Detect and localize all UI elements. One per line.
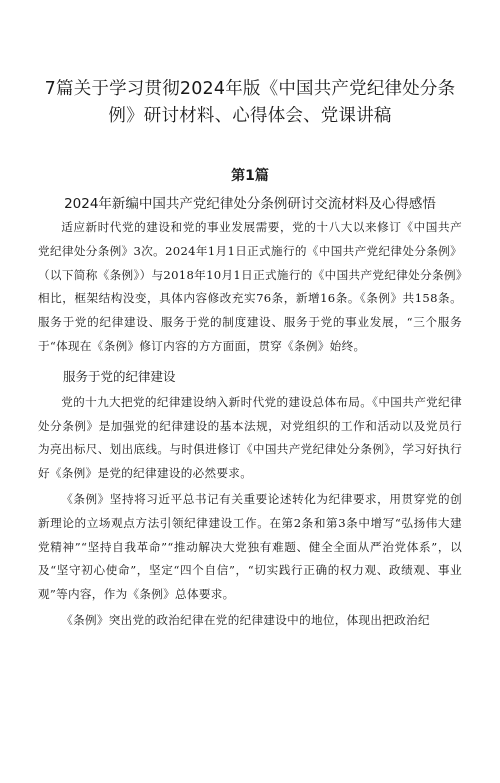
section-number: 第1篇 [231, 168, 269, 184]
section-title: 2024年新编中国共产党纪律处分条例研讨交流材料及心得感悟 [64, 196, 436, 212]
document-page [0, 76, 500, 783]
body-paragraph: 适应新时代党的建设和党的事业发展需要，党的十八大以来修订《中国共产党纪律处分条例》3次。2024年1月1日正式施行的《中国共产党纪律处分条例》（以下简称《条例》）与2018年10月1日正式施行的《中国共产党纪律处分条例》相比，框架结构没变，具体内容修改充实76条，新增16条。《条例》共158条。服务于党的纪律建设、服务于党的制度建设、服务于党的事业发展，“三个服务于“体现在《条例》修订内容的方方面面，贯穿《条例》始终。 [38, 220, 462, 353]
body-paragraph: 《条例》坚持将习近平总书记有关重要论述转化为纪律要求，用贯穿党的创新理论的立场观点方法引领纪律建设工作。在第2条和第3条中增写“弘扬伟大建党精神”“坚持自我革命”“推动解决大党独有难题、健全全面从严治党体系”，以及“坚守初心使命”，坚定“四个自信”，“切实践行正确的权力观、政绩观、事业观”等内容，作为《条例》总体要求。 [38, 491, 462, 602]
body-paragraph: 《条例》突出党的政治纪律在党的纪律建设中的地位，体现出把政治纪 [61, 612, 430, 627]
body-paragraph: 党的十九大把党的纪律建设纳入新时代党的建设总体布局。《中国共产党纪律处分条例》是加强党的纪律建设的基本法规，对党组织的工作和活动以及党员行为亮出标尺、划出底线。与时俱进修订《中国共产党纪律处分条例》，学习好执行好《条例》是党的纪律建设的必然要求。 [38, 394, 462, 481]
document-title: 7篇关于学习贯彻2024年版《中国共产党纪律处分条例》研讨材料、心得体会、党课讲稿 [44, 79, 456, 126]
subheading: 服务于党的纪律建设 [63, 368, 176, 384]
